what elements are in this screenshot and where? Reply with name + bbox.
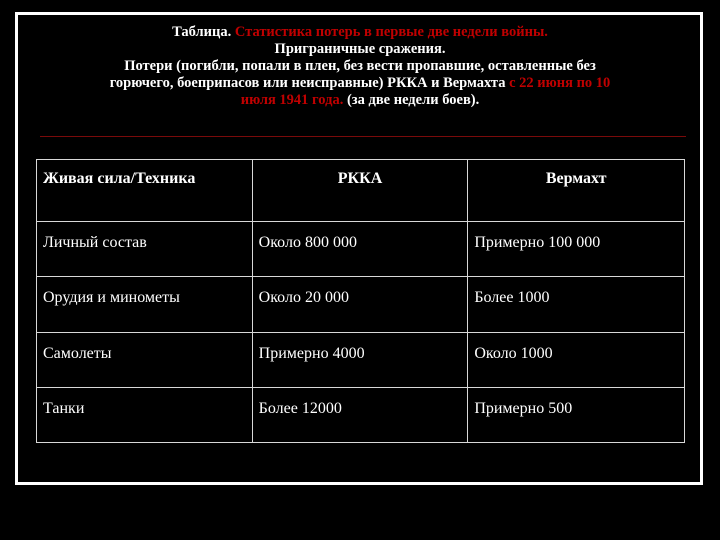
header-line-3: Потери (погибли, попали в плен, без вести пропавшие, оставленные без <box>124 58 596 74</box>
table-row <box>37 222 685 277</box>
table-row <box>37 387 685 442</box>
table-header-row <box>37 160 685 222</box>
header-date-end: июля 1941 года. <box>240 92 344 108</box>
header-line-1 <box>40 24 680 41</box>
table-cell: Личный состав <box>37 222 253 277</box>
table-cell: Около 20 000 <box>252 277 468 332</box>
header-title-red: Статистика потерь в первые две недели войны. <box>234 24 548 40</box>
table-row <box>37 277 685 332</box>
table-cell: Танки <box>37 387 253 442</box>
table-cell: Более 1000 <box>468 277 685 332</box>
header-line-4 <box>40 75 680 92</box>
table-cell: Примерно 4000 <box>252 332 468 387</box>
column-header-wehrmacht: Вермахт <box>468 160 685 222</box>
header-line-4-text: горючего, боеприпасов или неисправные) РККА и Вермахта <box>109 75 506 91</box>
table-row <box>37 332 685 387</box>
header-line-5-text: (за две недели боев). <box>346 92 480 108</box>
header-line-2: Приграничные сражения. <box>274 41 446 57</box>
column-header-rkka: РККА <box>252 160 468 222</box>
losses-table <box>36 159 685 443</box>
table-cell: Около 800 000 <box>252 222 468 277</box>
slide-header <box>40 24 680 109</box>
column-header-category: Живая сила/Техника <box>37 160 253 222</box>
table-cell: Около 1000 <box>468 332 685 387</box>
header-label: Таблица. <box>172 24 232 40</box>
table-cell: Примерно 500 <box>468 387 685 442</box>
table-cell: Самолеты <box>37 332 253 387</box>
table-cell: Орудия и минометы <box>37 277 253 332</box>
table-cell: Более 12000 <box>252 387 468 442</box>
header-line-5 <box>40 92 680 109</box>
header-divider <box>40 136 686 137</box>
header-date-start: с 22 июня по 10 <box>509 75 611 91</box>
table-cell: Примерно 100 000 <box>468 222 685 277</box>
